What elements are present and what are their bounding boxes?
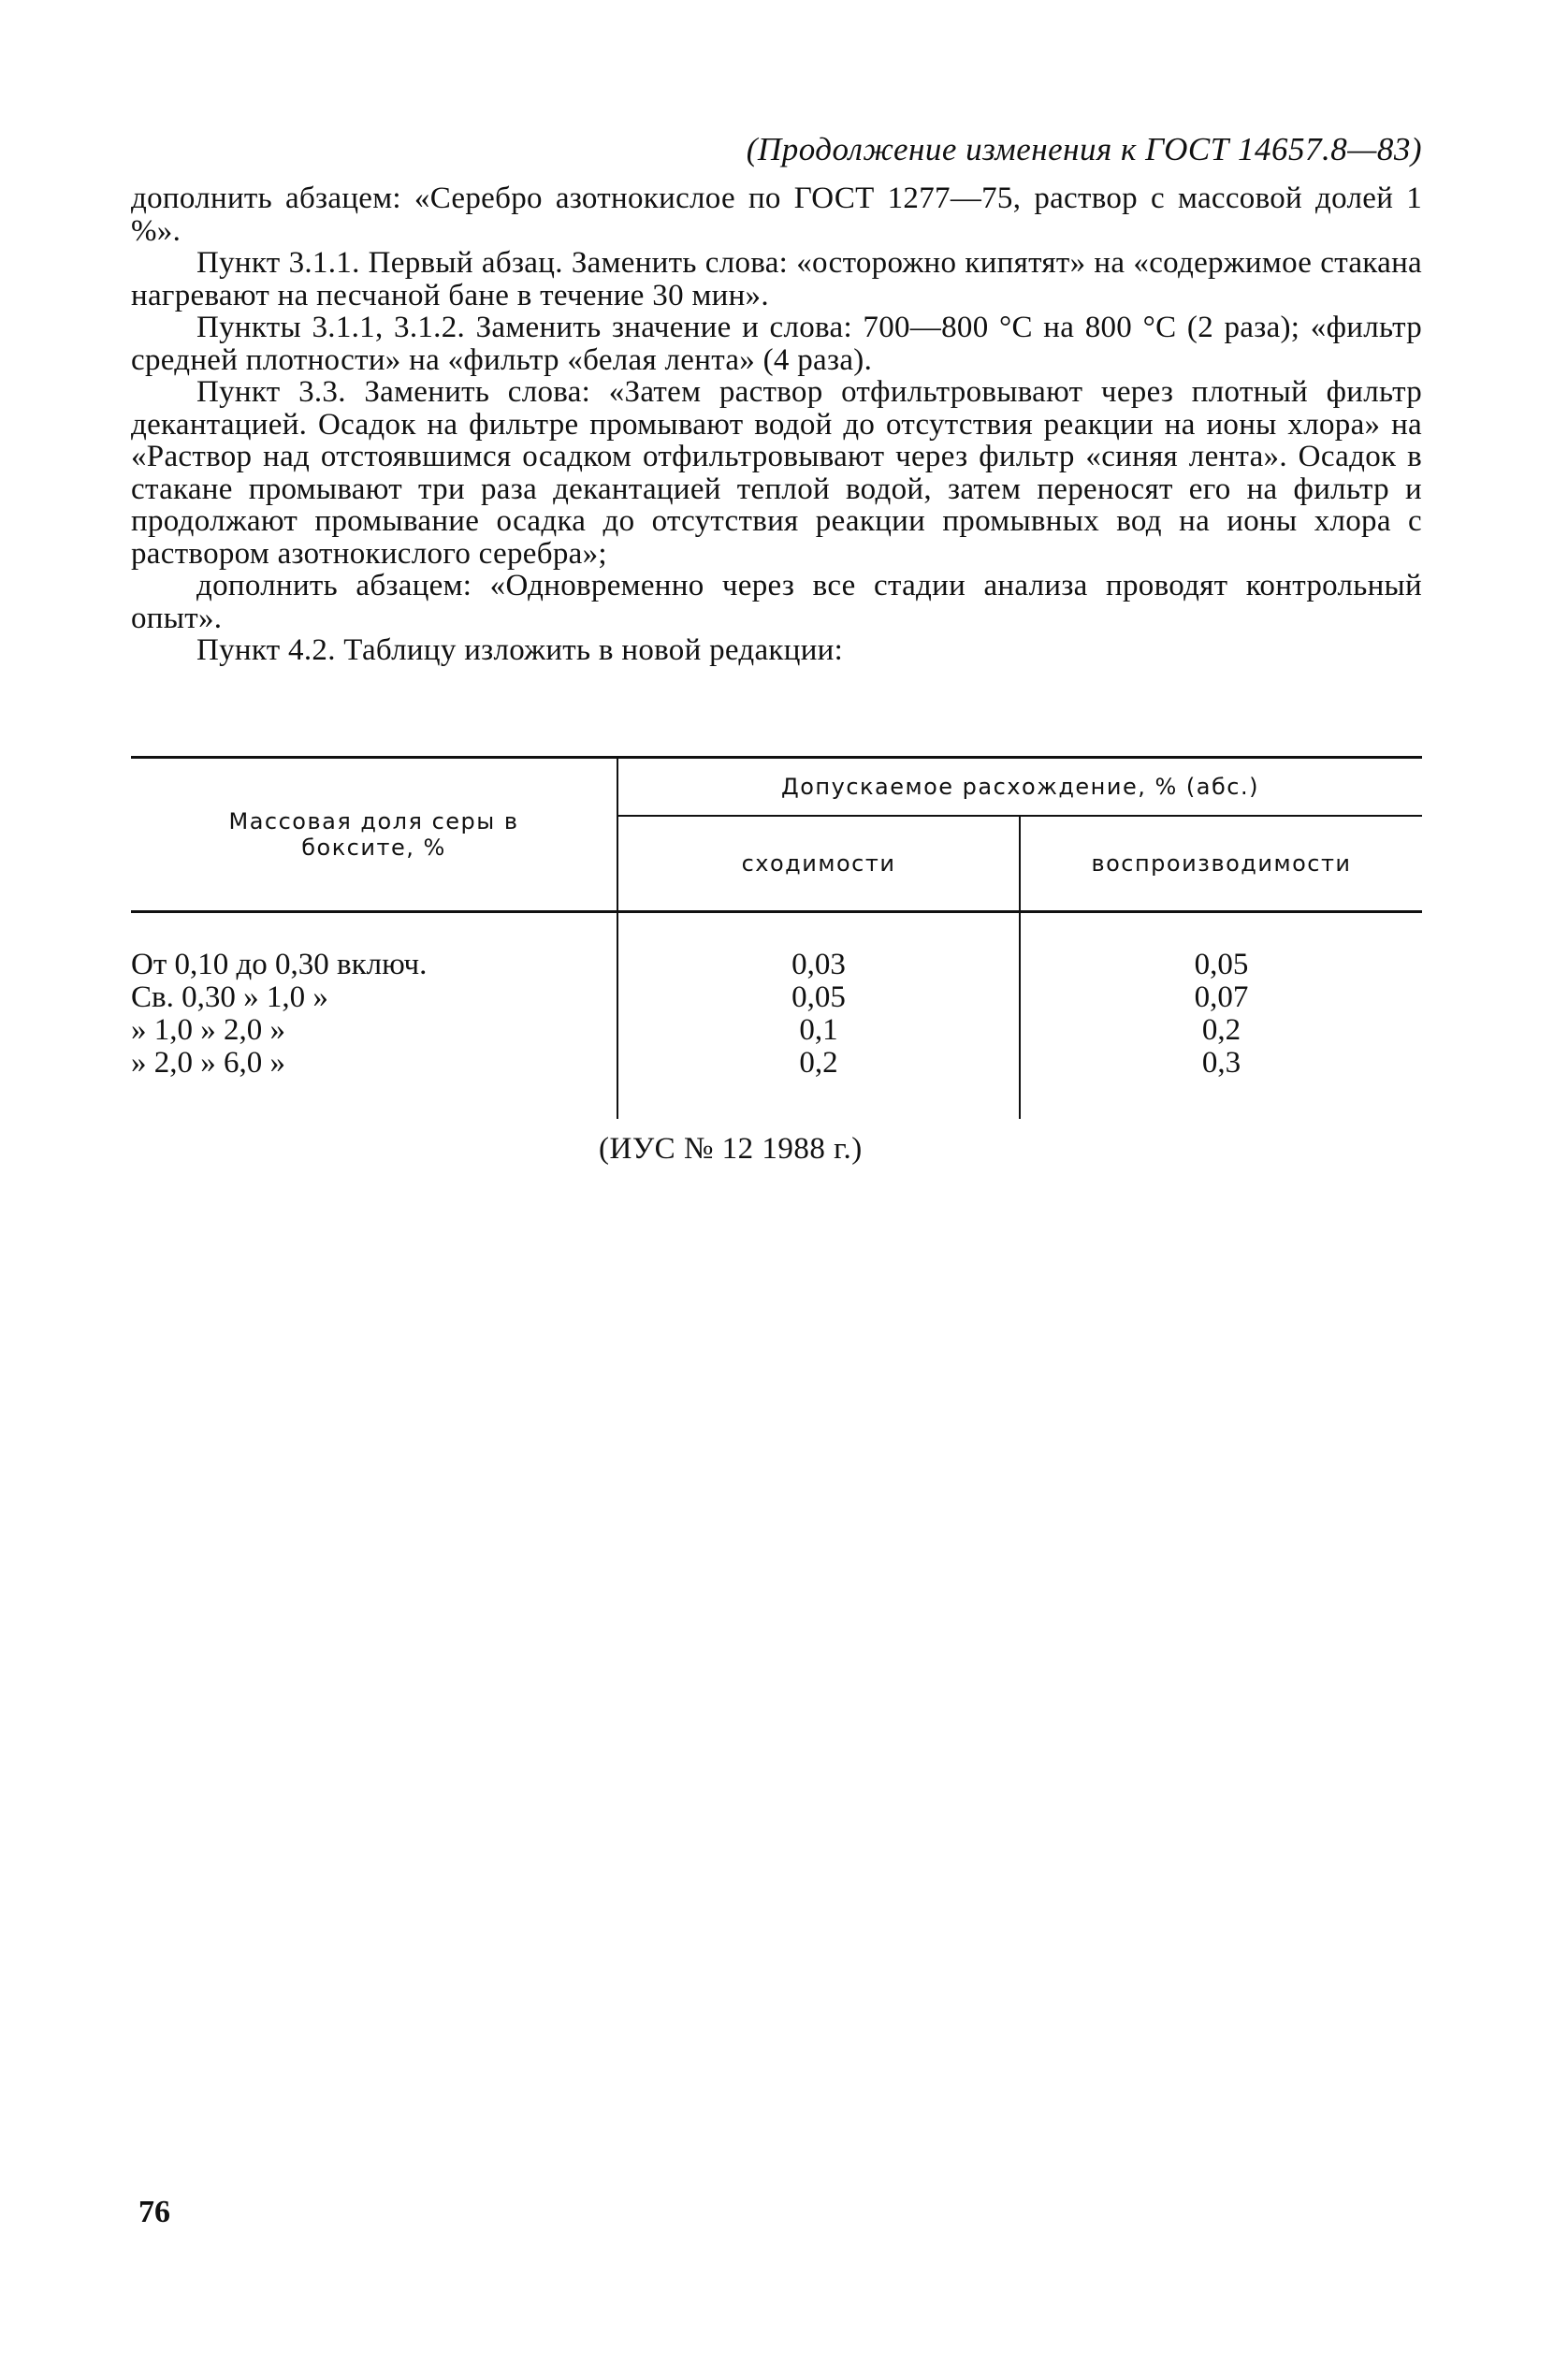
paragraph: дополнить абзацем: «Серебро азотнокислое по ГОСТ 1277—75, раствор с массовой долей 1 %». (131, 181, 1422, 248)
column-header-repeatability: сходимости (617, 816, 1020, 912)
paragraph: Пункт 3.3. Заменить слова: «Затем раствор отфильтровывают через плотный фильтр декантацией. Осадок на фильтре промывают водой до отсутствия реакции на ионы хлора» на «Раствор над отстоявшимся осадком отфильтровывают через фильтр «синяя лента». Осадок в стакане промывают три раза декантацией теплой водой, затем переносят его на фильтр и продолжают промывание осадка до отсутствия реакции промывных вод на ионы хлора с раствором азотнокислого серебра»; (131, 375, 1422, 571)
row-label: » 1,0 » 2,0 » (131, 1013, 285, 1047)
table-row (131, 981, 1422, 1014)
column-header-sulfur-fraction: Массовая доля серы в боксите, % (131, 758, 617, 912)
body-text (131, 182, 1422, 667)
column-header-group-tolerance: Допускаемое расхождение, % (абс.) (617, 758, 1422, 817)
repeatability-value: 0,03 (617, 949, 1020, 981)
reproducibility-value: 0,2 (1020, 1014, 1422, 1047)
row-label: От 0,10 до 0,30 включ. (131, 948, 428, 981)
repeatability-value: 0,1 (617, 1014, 1020, 1047)
reproducibility-value: 0,05 (1020, 949, 1422, 981)
tolerance-table (131, 756, 1422, 1119)
reproducibility-value: 0,07 (1020, 981, 1422, 1014)
table-row (131, 1047, 1422, 1080)
table-row (131, 1014, 1422, 1047)
page-header: (Продолжение изменения к ГОСТ 14657.8—83) (746, 131, 1422, 167)
repeatability-value: 0,05 (617, 981, 1020, 1014)
reproducibility-value: 0,3 (1020, 1047, 1422, 1080)
repeatability-value: 0,2 (617, 1047, 1020, 1080)
paragraph: Пункт 3.1.1. Первый абзац. Заменить слова: «осторожно кипятят» на «содержимое стакана нагревают на песчаной бане в течение 30 мин». (131, 246, 1422, 312)
row-label: Св. 0,30 » 1,0 » (131, 980, 328, 1014)
source-note: (ИУС № 12 1988 г.) (599, 1132, 863, 1166)
page-number: 76 (138, 2195, 170, 2229)
table-row (131, 949, 1422, 981)
paragraph: Пункт 4.2. Таблицу изложить в новой редакции: (196, 633, 844, 667)
row-label: » 2,0 » 6,0 » (131, 1046, 285, 1080)
paragraph: дополнить абзацем: «Одновременно через все стадии анализа проводят контрольный опыт». (131, 569, 1422, 635)
paragraph: Пункты 3.1.1, 3.1.2. Заменить значение и слова: 700—800 °С на 800 °С (2 раза); «фильтр средней плотности» на «фильтр «белая лента» (4 раза). (131, 311, 1422, 377)
column-header-reproducibility: воспроизводимости (1020, 816, 1422, 912)
